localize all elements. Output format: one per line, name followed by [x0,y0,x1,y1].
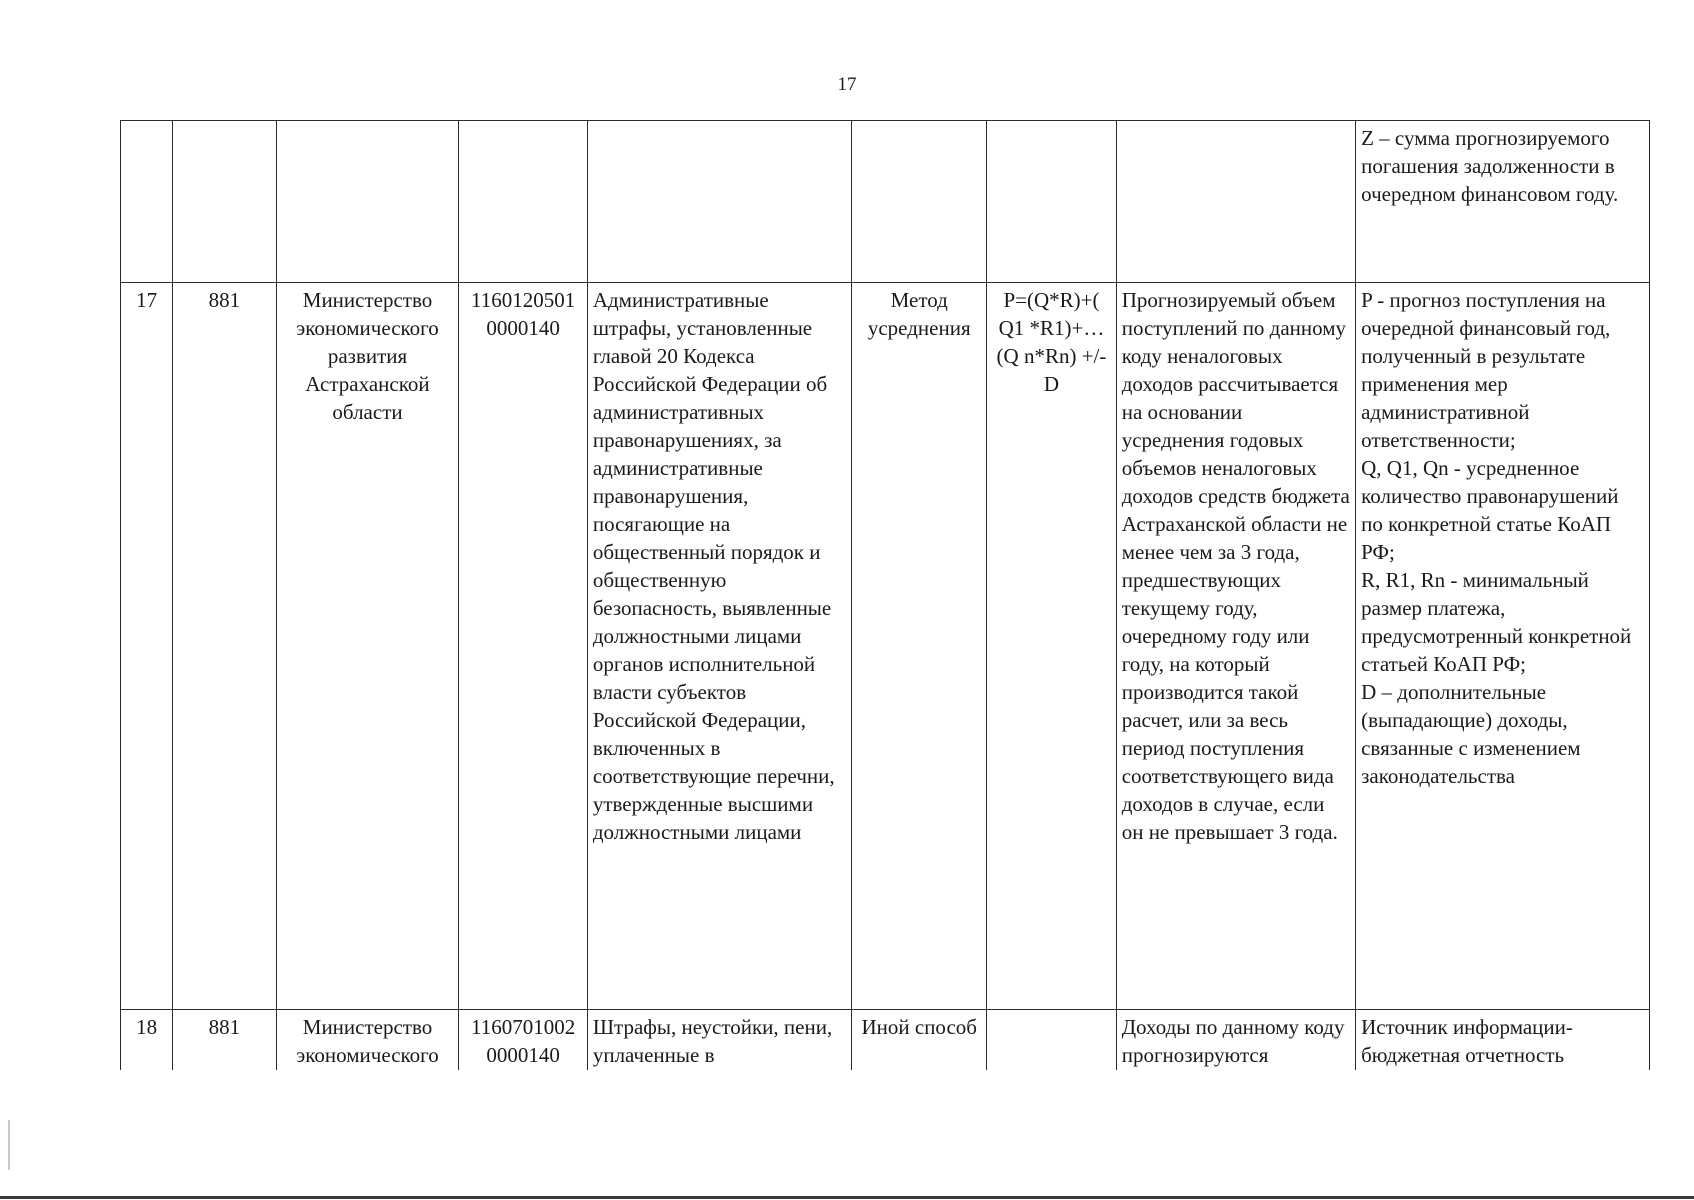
cell-indicators: P - прогноз поступления на очередной финансовый год, полученный в результате применения мер административной ответственности; Q, Q1, Qn - усредненное количество правонарушений по конкретной статье КоАП РФ; R, R1, Rn - минимальный размер платежа, предусмотренный конкретной статьей КоАП РФ; D – дополнительные (выпадающие) доходы, связанные с изменением законодательства [1356,283,1650,1010]
cell-indicators: Z – сумма прогнозируемого погашения задолженности в очередном финансовом году. [1356,121,1650,283]
cell-formula: P=(Q*R)+( Q1 *R1)+…(Q n*Rn) +/- D [987,283,1117,1010]
table-row-17 [121,283,1650,1010]
cell-number [121,121,173,283]
page-bottom-edge [0,1196,1694,1199]
cell-method: Иной способ [852,1010,987,1071]
cell-administrator: Министерство экономического [276,1010,459,1071]
page-number: 17 [837,74,857,95]
data-table [120,120,1650,1070]
cell-number: 18 [121,1010,173,1071]
cell-admin-code [173,121,276,283]
cell-administrator: Министерство экономического развития Астраханской области [276,283,459,1010]
cell-kbk: 1160701002 0000140 [459,1010,587,1071]
cell-admin-code: 881 [173,1010,276,1071]
cell-method [852,121,987,283]
cell-income-name: Штрафы, неустойки, пени, уплаченные в [587,1010,851,1071]
cell-indicators: Источник информации- бюджетная отчетность [1356,1010,1650,1071]
cell-algorithm: Доходы по данному коду прогнозируются [1116,1010,1355,1071]
cell-algorithm: Прогнозируемый объем поступлений по данному коду неналоговых доходов рассчитывается на основании усреднения годовых объемов неналоговых доходов средств бюджета Астраханской области не менее чем за 3 года, предшествующих текущему году, очередному году или году, на который производится такой расчет, или за весь период поступления соответствующего вида доходов в случае, если он не превышает 3 года. [1116,283,1355,1010]
cell-kbk: 1160120501 0000140 [459,283,587,1010]
cell-income-name [587,121,851,283]
data-table-container [120,120,1650,1070]
cell-income-name: Административные штрафы, установленные главой 20 Кодекса Российской Федерации об административных правонарушениях, за административные правонарушения, посягающие на общественный порядок и общественную безопасность, выявленные должностными лицами органов исполнительной власти субъектов Российской Федерации, включенных в соответствующие перечни, утвержденные высшими должностными лицами [587,283,851,1010]
cell-number: 17 [121,283,173,1010]
table-row-18 [121,1010,1650,1071]
cell-administrator [276,121,459,283]
scan-artifact [8,1120,10,1170]
cell-formula [987,1010,1117,1071]
cell-algorithm [1116,121,1355,283]
cell-formula [987,121,1117,283]
cell-kbk [459,121,587,283]
cell-admin-code: 881 [173,283,276,1010]
cell-method: Метод усреднения [852,283,987,1010]
table-row-continuation [121,121,1650,283]
